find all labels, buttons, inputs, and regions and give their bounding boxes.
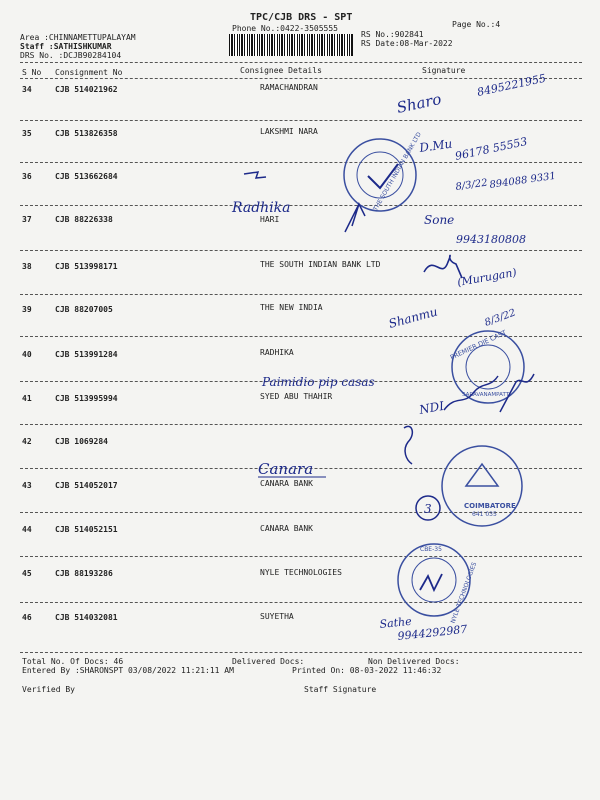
non-delivered-docs: Non Delivered Docs: [368,657,460,666]
row-consignment: CJB 514021962 [55,85,118,94]
row-consignment: CJB 88226338 [55,215,113,224]
row-consignee: NYLE TECHNOLOGIES [260,568,342,577]
row-sno: 40 [22,350,32,359]
drs-number: DRS No. :DCJB90284104 [20,51,122,60]
phone-34: 8495221955 [475,71,548,99]
row-sno: 42 [22,437,32,446]
row-sno: 44 [22,525,32,534]
signature-scribble-38 [424,255,462,278]
row-consignee: RADHIKA [260,348,294,357]
number-43: 3 [424,502,432,516]
row-consignment: CJB 514052151 [55,525,118,534]
phone-46: 9944292987 [396,622,468,643]
stamp-text-premier-place: SARAVANAMPATTI [462,392,511,398]
row-consignee: RAMACHANDRAN [260,83,318,92]
row-consignment: CJB 1069284 [55,437,108,446]
number-35: 96178 55553 [453,134,529,163]
col-consignment: Consignment No [55,68,123,77]
signature-46: Sathe [378,614,413,631]
signature-34: Sharo [395,89,443,117]
area-label: Area :CHINNAMETTUPALAYAM [20,33,136,42]
row-consignment: CJB 513662684 [55,172,118,181]
total-docs: Total No. Of Docs: 46 [22,657,124,666]
signature-35: D.Mu [418,136,454,155]
stamp-text-premier: PREMIER DIE CAST [448,328,508,362]
printed-on: Printed On: 08-03-2022 11:46:32 [292,666,442,675]
row-consignment: CJB 514032081 [55,613,118,622]
date-39: 8/3/22 [483,307,518,329]
signature-39: Shanmu [387,304,440,331]
row-consignee: SUYETHA [260,612,294,621]
premier-stamp [449,329,524,403]
row-consignment: CJB 513991284 [55,350,118,359]
handwritten-name-41: Paimidio pip casas [262,375,375,389]
row-consignment: CJB 513995994 [55,394,118,403]
col-consignee: Consignee Details [240,66,322,75]
row-consignee: SYED ABU THAHIR [260,392,333,401]
row-sno: 34 [22,85,32,94]
phone-37: 9943180808 [456,233,526,246]
stamp-text-canara-pin: 641 035 [472,511,497,518]
delivered-docs: Delivered Docs: [232,657,305,666]
signature-42: NDI [418,398,446,417]
stamp-text-nyle-pin: CBE-35 [420,546,442,553]
row-sno: 39 [22,305,32,314]
row-consignment: CJB 514052017 [55,481,118,490]
row-consignment: CJB 513998171 [55,262,118,271]
row-consignee: CANARA BANK [260,524,313,533]
question-mark [404,426,412,464]
signature-38: (Murugan) [456,265,518,289]
row-sno: 45 [22,569,32,578]
nyle-stamp [398,544,478,624]
sheet-title: TPC/CJB DRS - SPT [250,12,353,23]
row-consignment: CJB 88207005 [55,305,113,314]
row-sno: 46 [22,613,32,622]
verified-by: Verified By [22,685,75,694]
row-consignee: LAKSHMI NARA [260,127,318,136]
row-sno: 35 [22,129,32,138]
staff-signature: Staff Signature [304,685,377,694]
staff-label: Staff :SATHISHKUMAR [20,42,112,51]
row-sno: 36 [22,172,32,181]
row-consignee: THE SOUTH INDIAN BANK LTD [260,260,381,269]
stamp-text-canara-place: COIMBATORE [464,502,516,510]
row-consignee: HARI [260,215,280,224]
arrow-mark [345,204,365,232]
row-consignment: CJB 88193286 [55,569,113,578]
signature-37: Sone [424,213,455,227]
row-sno: 43 [22,481,32,490]
row-consignment: CJB 513826358 [55,129,118,138]
row-sno: 41 [22,394,32,403]
rs-date: RS Date:08-Mar-2022 [361,39,453,48]
phone-number: Phone No.:0422-3505555 [232,24,338,33]
col-sno: S No [22,68,42,77]
strike-mark-36 [244,172,266,178]
handwritten-name-43: Canara [258,460,314,478]
row-sno: 38 [22,262,32,271]
date-36: 8/3/22 [454,177,489,193]
rs-number: RS No.:902841 [361,30,424,39]
stamp-text-nyle: NYLE TECHNOLOGIES [449,561,479,625]
phone-36: 894088 9331 [488,170,557,191]
south-indian-bank-stamp [344,131,423,213]
entered-by: Entered By :SHARONSPT 03/08/2022 11:21:11 AM [22,666,234,675]
stamp-text-south-indian-bank: THE SOUTH INDIAN BANK LTD [372,131,423,213]
col-signature: Signature [422,66,466,75]
row-sno: 37 [22,215,32,224]
row-consignee: THE NEW INDIA [260,303,323,312]
row-consignee: CANARA BANK [260,479,313,488]
handwritten-name-37: Radhika [232,200,291,216]
page-number: Page No.:4 [452,20,501,29]
canara-bank-stamp [442,446,522,526]
